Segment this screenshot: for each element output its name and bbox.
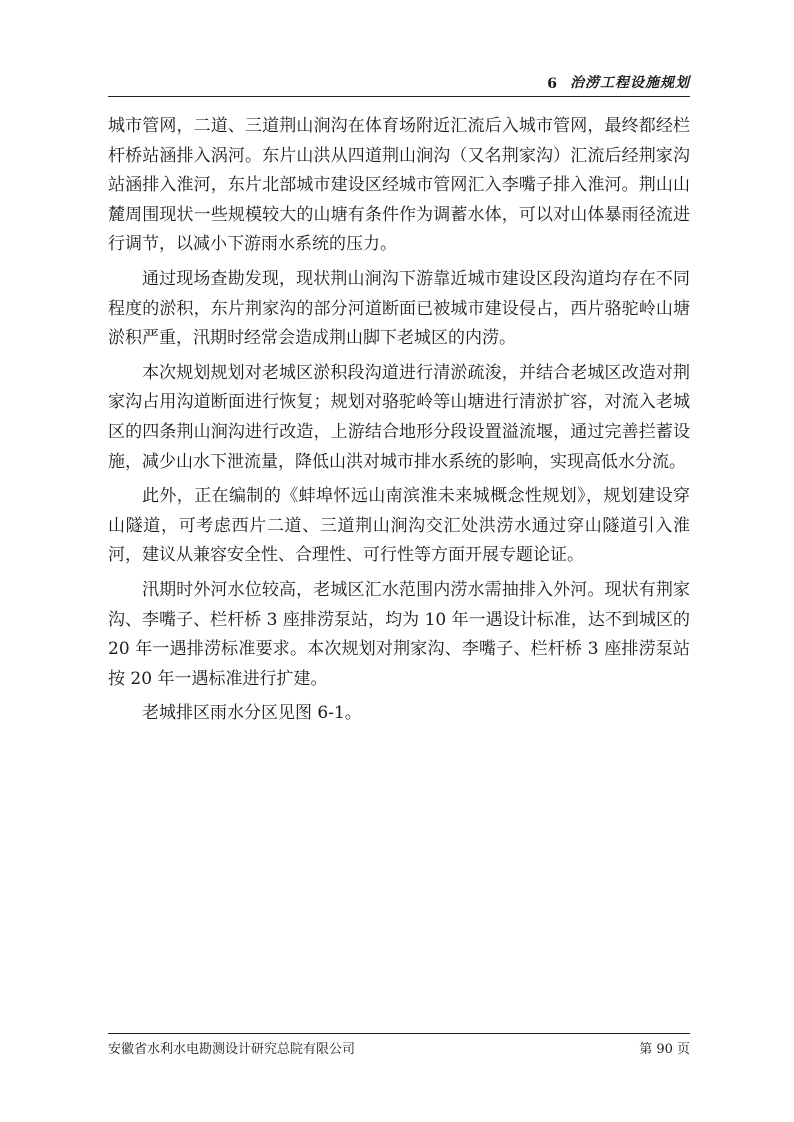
- paragraph: 本次规划规划对老城区淤积段沟道进行清淤疏浚，并结合老城区改造对荆家沟占用沟道断面进行恢复；规划对骆驼岭等山塘进行清淤扩容，对流入老城区的四条荆山涧沟进行改造，上游结合地形分段设置溢流堰，通过完善拦蓄设施，减少山水下泄流量，降低山洪对城市排水系统的影响，实现高低水分流。: [108, 362, 690, 472]
- header-divider: [108, 96, 690, 97]
- chapter-title: 治涝工程设施规划: [570, 75, 690, 91]
- paragraph: 老城排区雨水分区见图 6-1。: [142, 703, 362, 724]
- page-footer: [108, 1038, 690, 1057]
- paragraph: 通过现场查勘发现，现状荆山涧沟下游靠近城市建设区段沟道均存在不同程度的淤积，东片荆家沟的部分河道断面已被城市建设侵占，西片骆驼岭山塘淤积严重，汛期时经常会造成荆山脚下老城区的内涝。: [108, 268, 690, 349]
- paragraph-continuation: 城市管网，二道、三道荆山涧沟在体育场附近汇流后入城市管网，最终都经栏杆桥站涵排入涡河。东片山洪从四道荆山涧沟（又名荆家沟）汇流后经荆家沟站涵排入淮河，东片北部城市建设区经城市管网汇入李嘴子排入淮河。荆山山麓周围现状一些规模较大的山塘有条件作为调蓄水体，可以对山体暴雨径流进行调节，以减小下游雨水系统的压力。: [108, 116, 690, 255]
- body-text: [108, 112, 690, 734]
- footer-organization: 安徽省水利水电勘测设计研究总院有限公司: [108, 1042, 356, 1057]
- paragraph: 汛期时外河水位较高，老城区汇水范围内涝水需抽排入外河。现状有荆家沟、李嘴子、栏杆桥 3 座排涝泵站，均为 10 年一遇设计标准，达不到城区的 20 年一遇排涝标准要求。本次规划对荆家沟、李嘴子、栏杆桥 3 座排涝泵站按 20 年一遇标准进行扩建。: [108, 579, 690, 689]
- chapter-number: 6: [547, 76, 558, 92]
- paragraph: 此外，正在编制的《蚌埠怀远山南滨淮未来城概念性规划》，规划建设穿山隧道，可考虑西片二道、三道荆山涧沟交汇处洪涝水通过穿山隧道引入淮河，建议从兼容安全性、合理性、可行性等方面开展专题论证。: [108, 486, 690, 566]
- page-number: 第 90 页: [639, 1042, 690, 1057]
- page-header: [108, 70, 690, 92]
- footer-divider: [108, 1033, 690, 1034]
